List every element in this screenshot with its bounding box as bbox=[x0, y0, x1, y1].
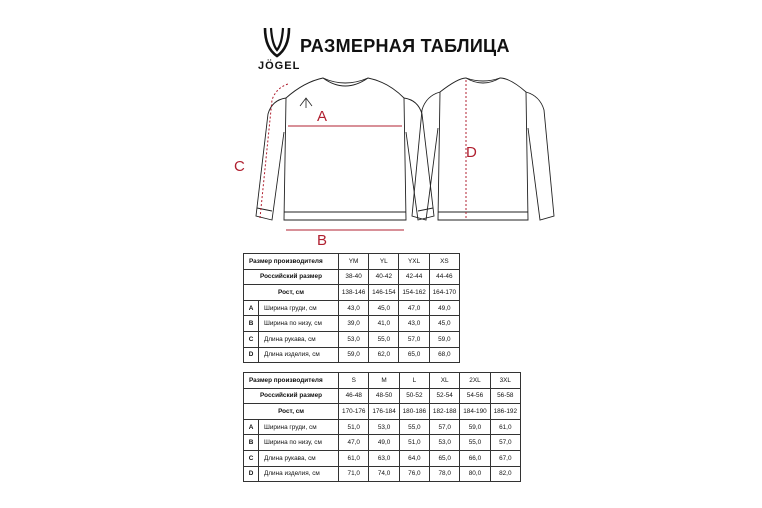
size-cell: 2XL bbox=[460, 373, 490, 389]
value-cell: 64,0 bbox=[399, 450, 429, 466]
value-cell: 57,0 bbox=[490, 435, 520, 451]
value-cell: 39,0 bbox=[338, 316, 368, 332]
value-cell: 45,0 bbox=[369, 300, 399, 316]
height-label: Рост, см bbox=[244, 285, 339, 301]
size-cell: M bbox=[369, 373, 399, 389]
front-view bbox=[256, 78, 434, 220]
size-cell: YXL bbox=[399, 254, 429, 270]
table-row bbox=[244, 404, 521, 420]
ru-size-cell: 48-50 bbox=[369, 388, 399, 404]
row-label: Длина изделия, см bbox=[259, 347, 339, 363]
value-cell: 65,0 bbox=[399, 347, 429, 363]
table-row bbox=[244, 419, 521, 435]
label-d: D bbox=[466, 144, 477, 161]
height-cell: 176-184 bbox=[369, 404, 399, 420]
ru-size-label: Российский размер bbox=[244, 388, 339, 404]
value-cell: 76,0 bbox=[399, 466, 429, 482]
value-cell: 53,0 bbox=[369, 419, 399, 435]
value-cell: 55,0 bbox=[399, 419, 429, 435]
value-cell: 49,0 bbox=[429, 300, 459, 316]
value-cell: 43,0 bbox=[338, 300, 368, 316]
value-cell: 59,0 bbox=[338, 347, 368, 363]
table-row bbox=[244, 285, 460, 301]
row-label: Ширина по низу, см bbox=[259, 435, 339, 451]
table-row bbox=[244, 316, 460, 332]
measurement-lines bbox=[260, 80, 466, 230]
row-label: Ширина груди, см bbox=[259, 419, 339, 435]
value-cell: 71,0 bbox=[339, 466, 369, 482]
size-table-youth bbox=[243, 253, 460, 363]
ru-size-cell: 52-54 bbox=[430, 388, 460, 404]
ru-size-cell: 44-46 bbox=[429, 269, 459, 285]
row-letter: C bbox=[244, 331, 259, 347]
row-letter: D bbox=[244, 347, 259, 363]
value-cell: 68,0 bbox=[429, 347, 459, 363]
height-cell: 146-154 bbox=[369, 285, 399, 301]
table-row bbox=[244, 435, 521, 451]
table-row bbox=[244, 347, 460, 363]
table-row bbox=[244, 331, 460, 347]
value-cell: 47,0 bbox=[399, 300, 429, 316]
table-row bbox=[244, 450, 521, 466]
ru-size-label: Российский размер bbox=[244, 269, 339, 285]
value-cell: 61,0 bbox=[339, 450, 369, 466]
page-title: РАЗМЕРНАЯ ТАБЛИЦА bbox=[300, 36, 510, 56]
row-label: Длина рукава, см bbox=[259, 331, 339, 347]
value-cell: 51,0 bbox=[399, 435, 429, 451]
label-a: A bbox=[317, 108, 328, 125]
value-cell: 53,0 bbox=[338, 331, 368, 347]
size-cell: YM bbox=[338, 254, 368, 270]
logo-text: JÖGEL bbox=[258, 60, 301, 72]
ru-size-cell: 42-44 bbox=[399, 269, 429, 285]
value-cell: 55,0 bbox=[460, 435, 490, 451]
ru-size-cell: 38-40 bbox=[338, 269, 368, 285]
label-b: B bbox=[317, 232, 328, 249]
row-letter: D bbox=[244, 466, 259, 482]
garment-diagram bbox=[228, 70, 558, 250]
value-cell: 45,0 bbox=[429, 316, 459, 332]
size-cell: L bbox=[399, 373, 429, 389]
sweatshirt-drawings bbox=[228, 70, 558, 250]
value-cell: 53,0 bbox=[430, 435, 460, 451]
value-cell: 80,0 bbox=[460, 466, 490, 482]
row-label: Ширина по низу, см bbox=[259, 316, 339, 332]
row-letter: B bbox=[244, 316, 259, 332]
value-cell: 49,0 bbox=[369, 435, 399, 451]
ru-size-cell: 50-52 bbox=[399, 388, 429, 404]
row-letter: C bbox=[244, 450, 259, 466]
value-cell: 47,0 bbox=[339, 435, 369, 451]
ru-size-cell: 46-48 bbox=[339, 388, 369, 404]
height-cell: 184-190 bbox=[460, 404, 490, 420]
ru-size-cell: 56-58 bbox=[490, 388, 520, 404]
value-cell: 55,0 bbox=[369, 331, 399, 347]
value-cell: 78,0 bbox=[430, 466, 460, 482]
height-cell: 182-188 bbox=[430, 404, 460, 420]
height-cell: 170-176 bbox=[339, 404, 369, 420]
size-cell: S bbox=[339, 373, 369, 389]
value-cell: 43,0 bbox=[399, 316, 429, 332]
table-row bbox=[244, 466, 521, 482]
table-row bbox=[244, 300, 460, 316]
value-cell: 62,0 bbox=[369, 347, 399, 363]
value-cell: 51,0 bbox=[339, 419, 369, 435]
jogel-mark-icon bbox=[262, 26, 292, 58]
value-cell: 66,0 bbox=[460, 450, 490, 466]
brand-logo bbox=[258, 26, 301, 74]
value-cell: 57,0 bbox=[430, 419, 460, 435]
height-cell: 186-192 bbox=[490, 404, 520, 420]
value-cell: 82,0 bbox=[490, 466, 520, 482]
size-cell: XS bbox=[429, 254, 459, 270]
value-cell: 41,0 bbox=[369, 316, 399, 332]
height-cell: 180-186 bbox=[399, 404, 429, 420]
height-cell: 154-162 bbox=[399, 285, 429, 301]
table-row bbox=[244, 373, 521, 389]
size-cell: 3XL bbox=[490, 373, 520, 389]
row-label: Ширина груди, см bbox=[259, 300, 339, 316]
height-cell: 138-146 bbox=[338, 285, 368, 301]
value-cell: 57,0 bbox=[399, 331, 429, 347]
table-row bbox=[244, 254, 460, 270]
value-cell: 59,0 bbox=[460, 419, 490, 435]
size-cell: XL bbox=[430, 373, 460, 389]
size-cell: YL bbox=[369, 254, 399, 270]
value-cell: 61,0 bbox=[490, 419, 520, 435]
table-row bbox=[244, 269, 460, 285]
header-label: Размер производителя bbox=[244, 373, 339, 389]
ru-size-cell: 54-56 bbox=[460, 388, 490, 404]
size-table-adult bbox=[243, 372, 521, 482]
header-label: Размер производителя bbox=[244, 254, 339, 270]
back-view bbox=[412, 78, 554, 220]
height-label: Рост, см bbox=[244, 404, 339, 420]
value-cell: 59,0 bbox=[429, 331, 459, 347]
row-letter: A bbox=[244, 300, 259, 316]
row-label: Длина изделия, см bbox=[259, 466, 339, 482]
row-letter: A bbox=[244, 419, 259, 435]
value-cell: 67,0 bbox=[490, 450, 520, 466]
value-cell: 63,0 bbox=[369, 450, 399, 466]
row-letter: B bbox=[244, 435, 259, 451]
value-cell: 65,0 bbox=[430, 450, 460, 466]
label-c: C bbox=[234, 158, 245, 175]
ru-size-cell: 40-42 bbox=[369, 269, 399, 285]
height-cell: 164-170 bbox=[429, 285, 459, 301]
table-row bbox=[244, 388, 521, 404]
row-label: Длина рукава, см bbox=[259, 450, 339, 466]
value-cell: 74,0 bbox=[369, 466, 399, 482]
